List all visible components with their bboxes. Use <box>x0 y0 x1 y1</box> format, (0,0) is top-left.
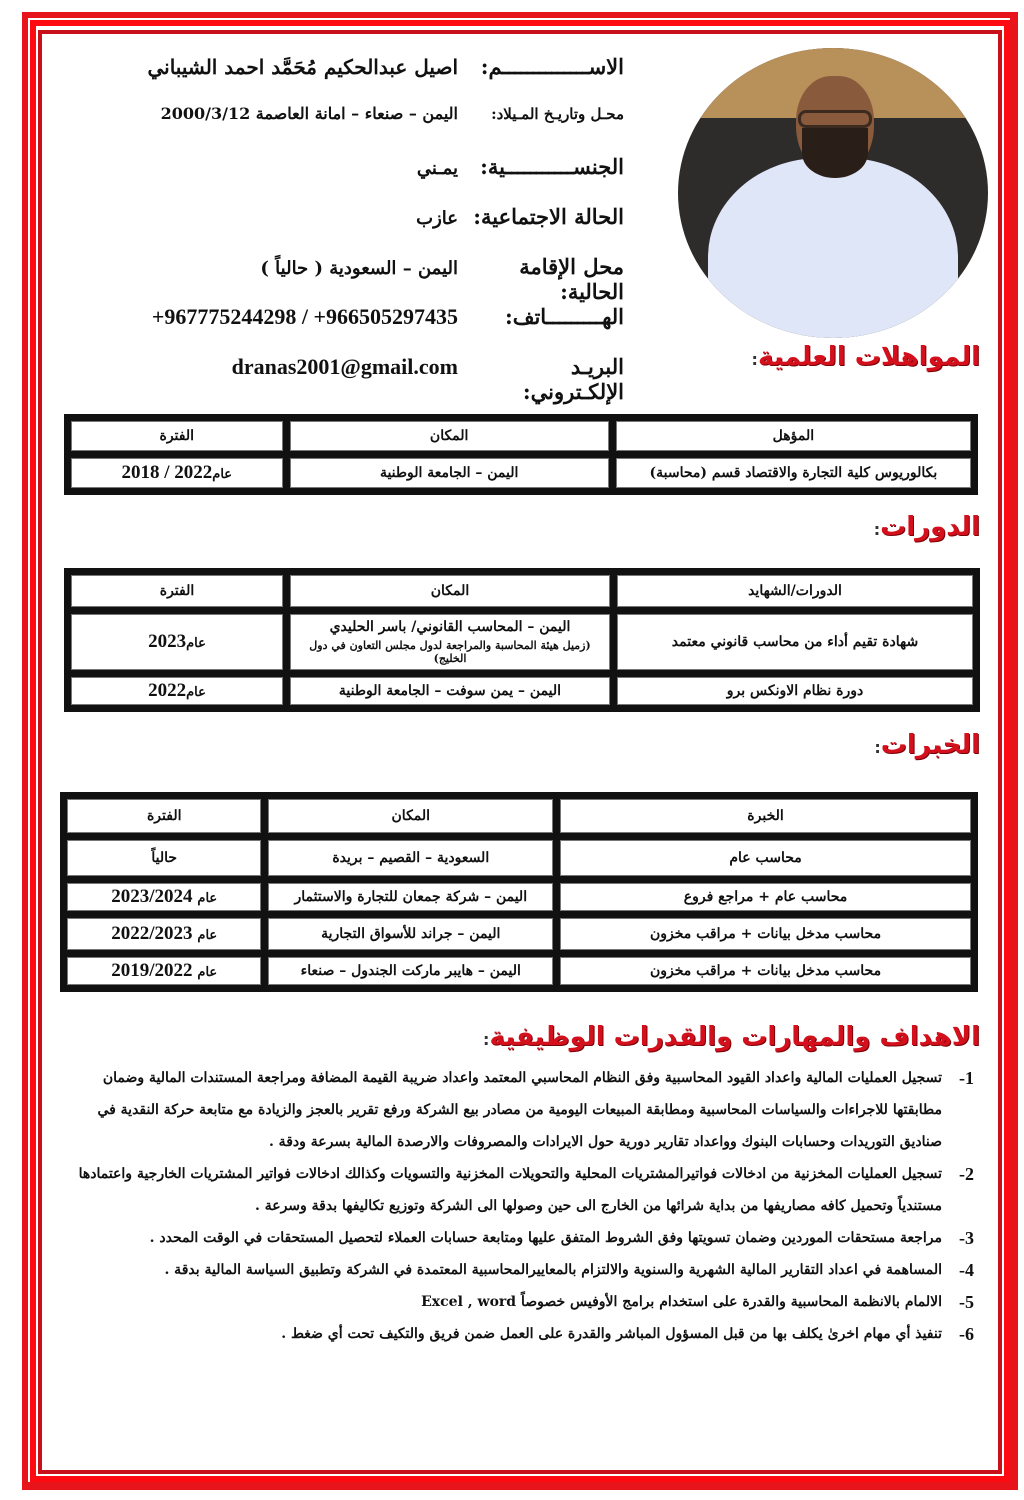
item-number: -3 <box>959 1228 974 1248</box>
info-row-email <box>64 354 624 404</box>
info-label: البريـد الإلكـتروني: <box>522 354 624 404</box>
period-value: 2022/2023 <box>111 923 193 944</box>
header-place: المكان <box>266 797 555 835</box>
header-place: المكان <box>288 419 611 453</box>
photo-glasses <box>798 110 872 128</box>
colon: : <box>483 1030 490 1049</box>
courses-title <box>874 512 980 542</box>
role-cell: محاسب مدخل بيانات + مراقب مخزون <box>558 916 973 952</box>
header-period: الفترة <box>69 419 285 453</box>
course-cell: دورة نظام الاونكس برو <box>615 675 975 707</box>
email-link[interactable]: dranas2001@gmail.com <box>231 354 458 379</box>
list-item <box>74 1222 974 1254</box>
header-role: الخبرة <box>558 797 973 835</box>
role-cell: محاسب عام <box>558 838 973 878</box>
period-prefix: عام <box>197 928 218 943</box>
place-cell: اليمن – هايبر ماركت الجندول – صنعاء <box>266 955 555 987</box>
list-item <box>74 1254 974 1286</box>
item-number: -5 <box>959 1292 974 1312</box>
profile-photo <box>678 48 988 338</box>
info-row-phone <box>64 304 624 354</box>
section-heading: المواهلات العلمية <box>757 342 980 372</box>
skills-title <box>483 1022 980 1052</box>
header-course: الدورات/الشهايد <box>615 573 975 609</box>
section-heading: الدورات <box>880 512 980 542</box>
item-number: -6 <box>959 1324 974 1344</box>
info-row-birth <box>64 104 624 154</box>
role-cell: محاسب مدخل بيانات + مراقب مخزون <box>558 955 973 987</box>
period-prefix: عام <box>197 891 218 906</box>
table-row <box>65 916 973 952</box>
period-cell <box>65 838 263 878</box>
item-text: الالمام بالانظمة المحاسبية والقدرة على استخدام برامج الأوفيس خصوصاً Excel , word <box>421 1294 942 1310</box>
period-prefix: عام <box>197 965 218 980</box>
period-cell <box>65 916 263 952</box>
cv-page <box>48 36 994 1468</box>
period-prefix: عام <box>186 685 206 700</box>
place-cell: اليمن – جراند للأسواق التجارية <box>266 916 555 952</box>
period-value: 2022 <box>148 680 187 701</box>
item-text: تسجيل العمليات المالية واعداد القيود المحاسبية وفق النظام المحاسبي المعتمد واعداد ضريبة القيمة المضافة ومراجعة المستندات المالية وضمان مطابقتها للاجراءات والسياسات المحاسبية ومطابقة المبيعات اليومية من مصادر بيع الشركة ورفع تقرير بالعجز والزيادة مع متابعة حركة النقدية في صناديق التوريدات وحسابات البنوك وواعداد تقارير دورية حول الايرادات والمصروفات والارصدة المالية بسرعة ودقة . <box>97 1070 942 1150</box>
experience-title <box>874 730 980 760</box>
info-label: الهـــــــــاتف: <box>504 304 624 329</box>
info-label: الجنســـــــــــية: <box>480 154 624 179</box>
table-row <box>65 955 973 987</box>
phone-numbers[interactable]: +967775244298 / +966505297435 <box>151 304 458 329</box>
birth-place-date: اليمن – صنعاء – امانة العاصمة 2000/3/12 <box>160 104 458 123</box>
info-label: محـل وتاريـخ المـيلاد: <box>491 105 624 123</box>
info-row-name <box>64 54 624 104</box>
table-header-row <box>65 797 973 835</box>
period-cell <box>69 456 285 490</box>
colon: : <box>873 520 881 539</box>
current-residence: اليمن – السعودية ( حالياً ) <box>260 258 458 279</box>
header-period: الفترة <box>69 573 285 609</box>
nationality: يمـني <box>416 158 458 179</box>
period-value: 2019/2022 <box>111 960 193 981</box>
courses-table <box>64 568 980 712</box>
item-number: -2 <box>959 1164 974 1184</box>
period-prefix: عام <box>212 467 233 482</box>
table-header-row <box>69 419 973 453</box>
section-heading: الخبرات <box>880 730 980 760</box>
experience-table <box>60 792 978 992</box>
full-name: اصيل عبدالحكيم مُحَمَّد احمد الشيباني <box>147 55 458 79</box>
table-row <box>65 838 973 878</box>
table-row <box>69 612 975 672</box>
place-cell: اليمن – الجامعة الوطنية <box>288 456 611 490</box>
period-value: 2023/2024 <box>111 886 193 907</box>
colon: : <box>874 738 881 757</box>
info-row-marital <box>64 204 624 254</box>
info-row-residence <box>64 254 624 304</box>
item-number: -4 <box>959 1260 974 1280</box>
period-prefix: عام <box>186 636 206 651</box>
personal-info <box>64 54 624 404</box>
period-value: حالياً <box>151 850 178 866</box>
qualification-cell: بكالوريوس كلية التجارة والاقتصاد قسم (محاسبة) <box>614 456 973 490</box>
role-cell: محاسب عام + مراجع فروع <box>558 881 973 913</box>
place-note: (زميل هيئة المحاسبة والمراجعة لدول مجلس التعاون في دول الخليج) <box>309 639 591 665</box>
list-item <box>74 1158 974 1222</box>
list-item <box>74 1318 974 1350</box>
place-cell: اليمن – شركة جمعان للتجارة والاستثمار <box>266 881 555 913</box>
period-value: 2023 <box>148 631 187 652</box>
skills-list <box>74 1062 974 1350</box>
place-cell: اليمن – يمن سوفت – الجامعة الوطنية <box>288 675 612 707</box>
qualifications-title <box>752 342 980 372</box>
list-item <box>74 1286 974 1318</box>
place-cell: السعودية – القصيم – بريدة <box>266 838 555 878</box>
info-label: الحالة الاجتماعية: <box>473 204 624 229</box>
period-cell <box>69 612 285 672</box>
header-period: الفترة <box>65 797 263 835</box>
section-heading: الاهداف والمهارات والقدرات الوظيفية <box>489 1022 980 1052</box>
item-text: تنفيذ أي مهام اخرىٰ يكلف بها من قبل المسؤول المباشر والقدرة على العمل ضمن فريق والتكيف تحت أي ضغط . <box>281 1326 942 1342</box>
period-cell <box>65 881 263 913</box>
item-text: مراجعة مستحقات الموردين وضمان تسويتها وفق الشروط المتفق عليها ومتابعة حسابات العملاء لتحصيل المستحقات في الوقت المحدد . <box>149 1230 942 1246</box>
item-text: المساهمة في اعداد التقارير المالية الشهرية والسنوية والالتزام بالمعاييرالمحاسبية المعتمدة في الشركة وتطبيق السياسة المالية بدقة . <box>164 1262 942 1278</box>
info-label: محل الإقامة الحالية: <box>519 254 624 304</box>
table-row <box>69 456 973 490</box>
table-row <box>69 675 975 707</box>
info-label: الاســــــــــــــم: <box>480 54 624 79</box>
header-qualification: المؤهل <box>614 419 973 453</box>
table-row <box>65 881 973 913</box>
period-value: 2018 / 2022 <box>121 462 213 483</box>
photo-beard <box>802 128 868 178</box>
info-row-nationality <box>64 154 624 204</box>
period-cell <box>65 955 263 987</box>
place-cell <box>288 612 612 672</box>
photo-body <box>708 158 958 338</box>
table-header-row <box>69 573 975 609</box>
period-cell <box>69 675 285 707</box>
place-main: اليمن – المحاسب القانوني/ باسر الحليدي <box>329 619 571 635</box>
item-text: تسجيل العمليات المخزنية من ادخالات فواتيرالمشتريات المحلية والتحويلات المخزنية والتسويات وكذالك ادخالات فواتير المشتريات الخارجية واعتمادها مستندياً وتحميل كافه مصاريفها من بداية شرائها من الخارج الى حين وصولها الى الشركة وتوزيع تكاليفها بدقة وسرعة . <box>78 1166 942 1214</box>
header-place: المكان <box>288 573 612 609</box>
colon: : <box>751 350 758 369</box>
course-cell: شهادة تقيم أداء من محاسب قانوني معتمد <box>615 612 975 672</box>
marital-status: عازب <box>416 208 458 229</box>
qualifications-table <box>64 414 978 495</box>
item-number: -1 <box>959 1068 974 1088</box>
list-item <box>74 1062 974 1158</box>
